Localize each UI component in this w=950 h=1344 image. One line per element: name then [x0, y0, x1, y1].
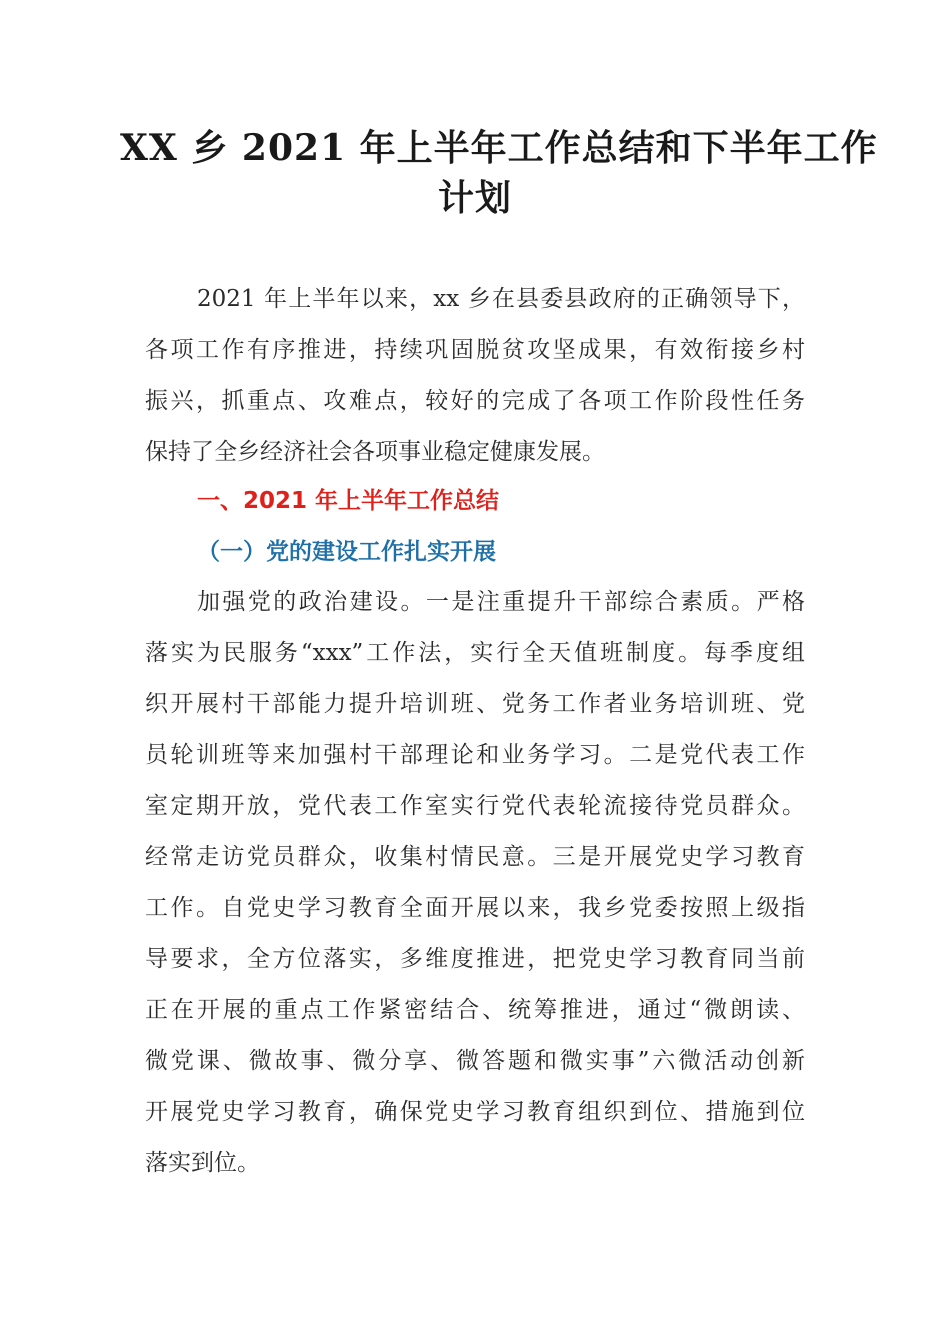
body-paragraph-line: 工作。自党史学习教育全面开展以来，我乡党委按照上级指	[145, 895, 805, 921]
intro-paragraph-line: 2021 年上半年以来，xx 乡在县委县政府的正确领导下，	[197, 286, 805, 312]
document-title-line-2: 计划	[437, 177, 512, 219]
body-paragraph-line: 落实到位。	[145, 1150, 260, 1176]
intro-paragraph-line: 各项工作有序推进，持续巩固脱贫攻坚成果，有效衔接乡村	[145, 337, 805, 363]
section-heading: 一、2021 年上半年工作总结	[197, 488, 500, 514]
body-paragraph-line: 员轮训班等来加强村干部理论和业务学习。二是党代表工作	[145, 742, 805, 768]
body-paragraph-line: 正在开展的重点工作紧密结合、统筹推进，通过“微朗读、	[145, 997, 805, 1023]
body-paragraph-line: 微党课、微故事、微分享、微答题和微实事”六微活动创新	[145, 1048, 805, 1074]
body-paragraph-line: 导要求，全方位落实，多维度推进，把党史学习教育同当前	[145, 946, 805, 972]
intro-paragraph-line: 振兴，抓重点、攻难点，较好的完成了各项工作阶段性任务	[145, 388, 805, 414]
body-paragraph-line: 经常走访党员群众，收集村情民意。三是开展党史学习教育	[145, 844, 805, 870]
body-paragraph-line: 室定期开放，党代表工作室实行党代表轮流接待党员群众。	[145, 793, 805, 819]
body-paragraph-line: 加强党的政治建设。一是注重提升干部综合素质。严格	[197, 589, 805, 615]
body-paragraph-line: 织开展村干部能力提升培训班、党务工作者业务培训班、党	[145, 691, 805, 717]
intro-paragraph-line: 保持了全乡经济社会各项事业稳定健康发展。	[145, 439, 605, 465]
subsection-heading: （一）党的建设工作扎实开展	[197, 538, 496, 565]
body-paragraph-line: 落实为民服务“xxx”工作法，实行全天值班制度。每季度组	[145, 640, 805, 666]
body-paragraph-line: 开展党史学习教育，确保党史学习教育组织到位、措施到位	[145, 1099, 805, 1125]
document-title-line-1: XX 乡 2021 年上半年工作总结和下半年工作	[120, 127, 878, 169]
